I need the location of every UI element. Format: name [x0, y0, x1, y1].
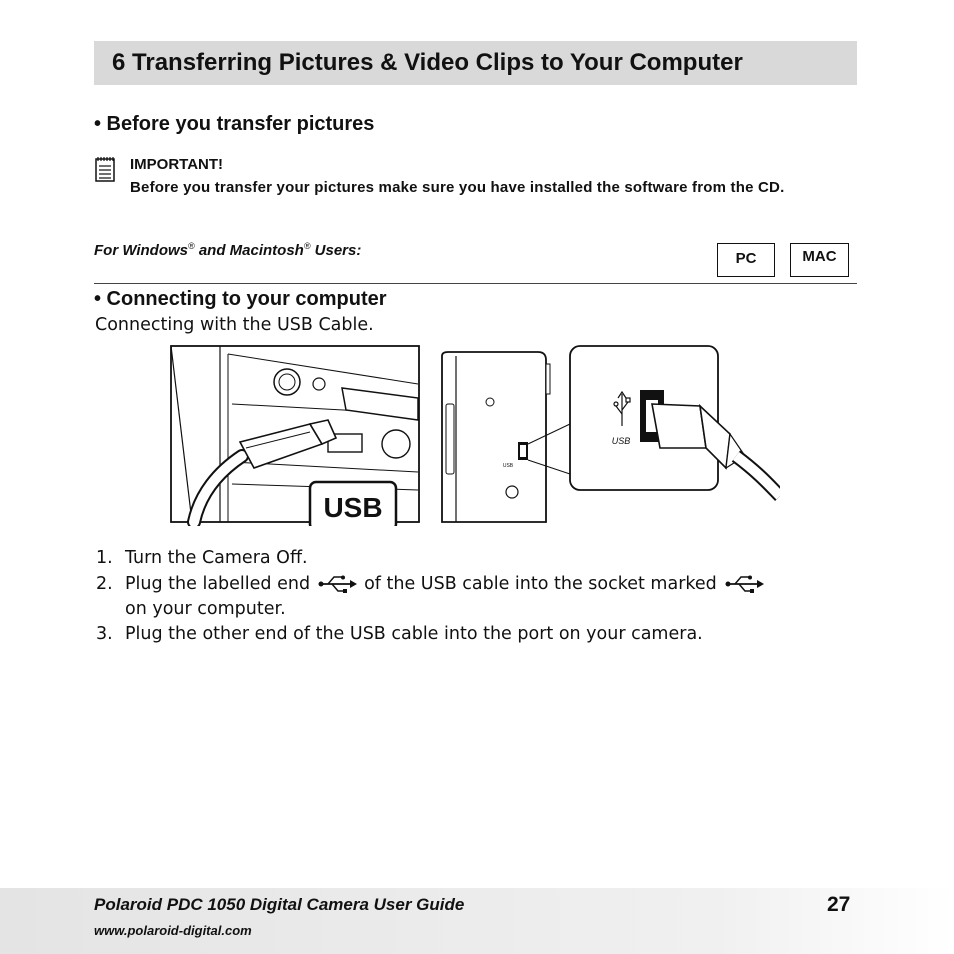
- section-heading-before-transfer: • Before you transfer pictures: [94, 113, 375, 135]
- computer-back-panel: [171, 346, 419, 526]
- step-text: Plug the labelled end: [125, 574, 311, 594]
- page-title: 6 Transferring Pictures & Video Clips to Your Computer: [112, 49, 743, 76]
- registered-mark: ®: [303, 241, 311, 251]
- section-subtitle: Connecting with the USB Cable.: [95, 315, 374, 335]
- step-text: Plug the other end of the USB cable into the port on your camera.: [125, 624, 703, 644]
- section-heading-connecting: • Connecting to your computer: [94, 288, 387, 310]
- usb-badge-label: USB: [323, 492, 383, 523]
- zoom-panel: [528, 346, 780, 496]
- step-2: [96, 572, 866, 597]
- notepad-icon: [95, 156, 115, 182]
- step-text: of the USB cable into the socket marked: [364, 574, 717, 594]
- footer-title: Polaroid PDC 1050 Digital Camera User Guide: [94, 895, 465, 914]
- zoom-usb-port-label: USB: [611, 436, 631, 446]
- os-note-prefix: For Windows: [94, 242, 189, 259]
- important-label: IMPORTANT!: [130, 156, 224, 173]
- divider: [94, 283, 857, 284]
- footer-url: www.polaroid-digital.com: [94, 923, 252, 938]
- camera-side-panel: [442, 352, 550, 522]
- step-text: Turn the Camera Off.: [125, 548, 308, 568]
- step-number: 2.: [96, 574, 113, 594]
- usb-connection-illustration: [170, 344, 780, 526]
- step-2-continued: on your computer.: [125, 599, 286, 619]
- registered-mark: ®: [188, 241, 195, 251]
- important-text: Before you transfer your pictures make sure you have installed the software from the CD.: [130, 179, 785, 196]
- step-3: [96, 622, 703, 647]
- step-1: [96, 546, 308, 571]
- camera-usb-port-label: USB: [502, 463, 514, 469]
- step-number: 1.: [96, 548, 113, 568]
- os-note-middle: and Macintosh: [194, 242, 304, 259]
- page-number: 27: [827, 893, 851, 916]
- os-note: [94, 241, 361, 259]
- step-number: 3.: [96, 624, 113, 644]
- mac-badge: MAC: [790, 243, 849, 277]
- pc-badge: PC: [717, 243, 775, 277]
- os-note-suffix: Users:: [310, 242, 362, 259]
- usb-symbol-icon: [725, 575, 765, 593]
- usb-symbol-icon: [318, 575, 358, 593]
- page-title-bar: [94, 41, 857, 85]
